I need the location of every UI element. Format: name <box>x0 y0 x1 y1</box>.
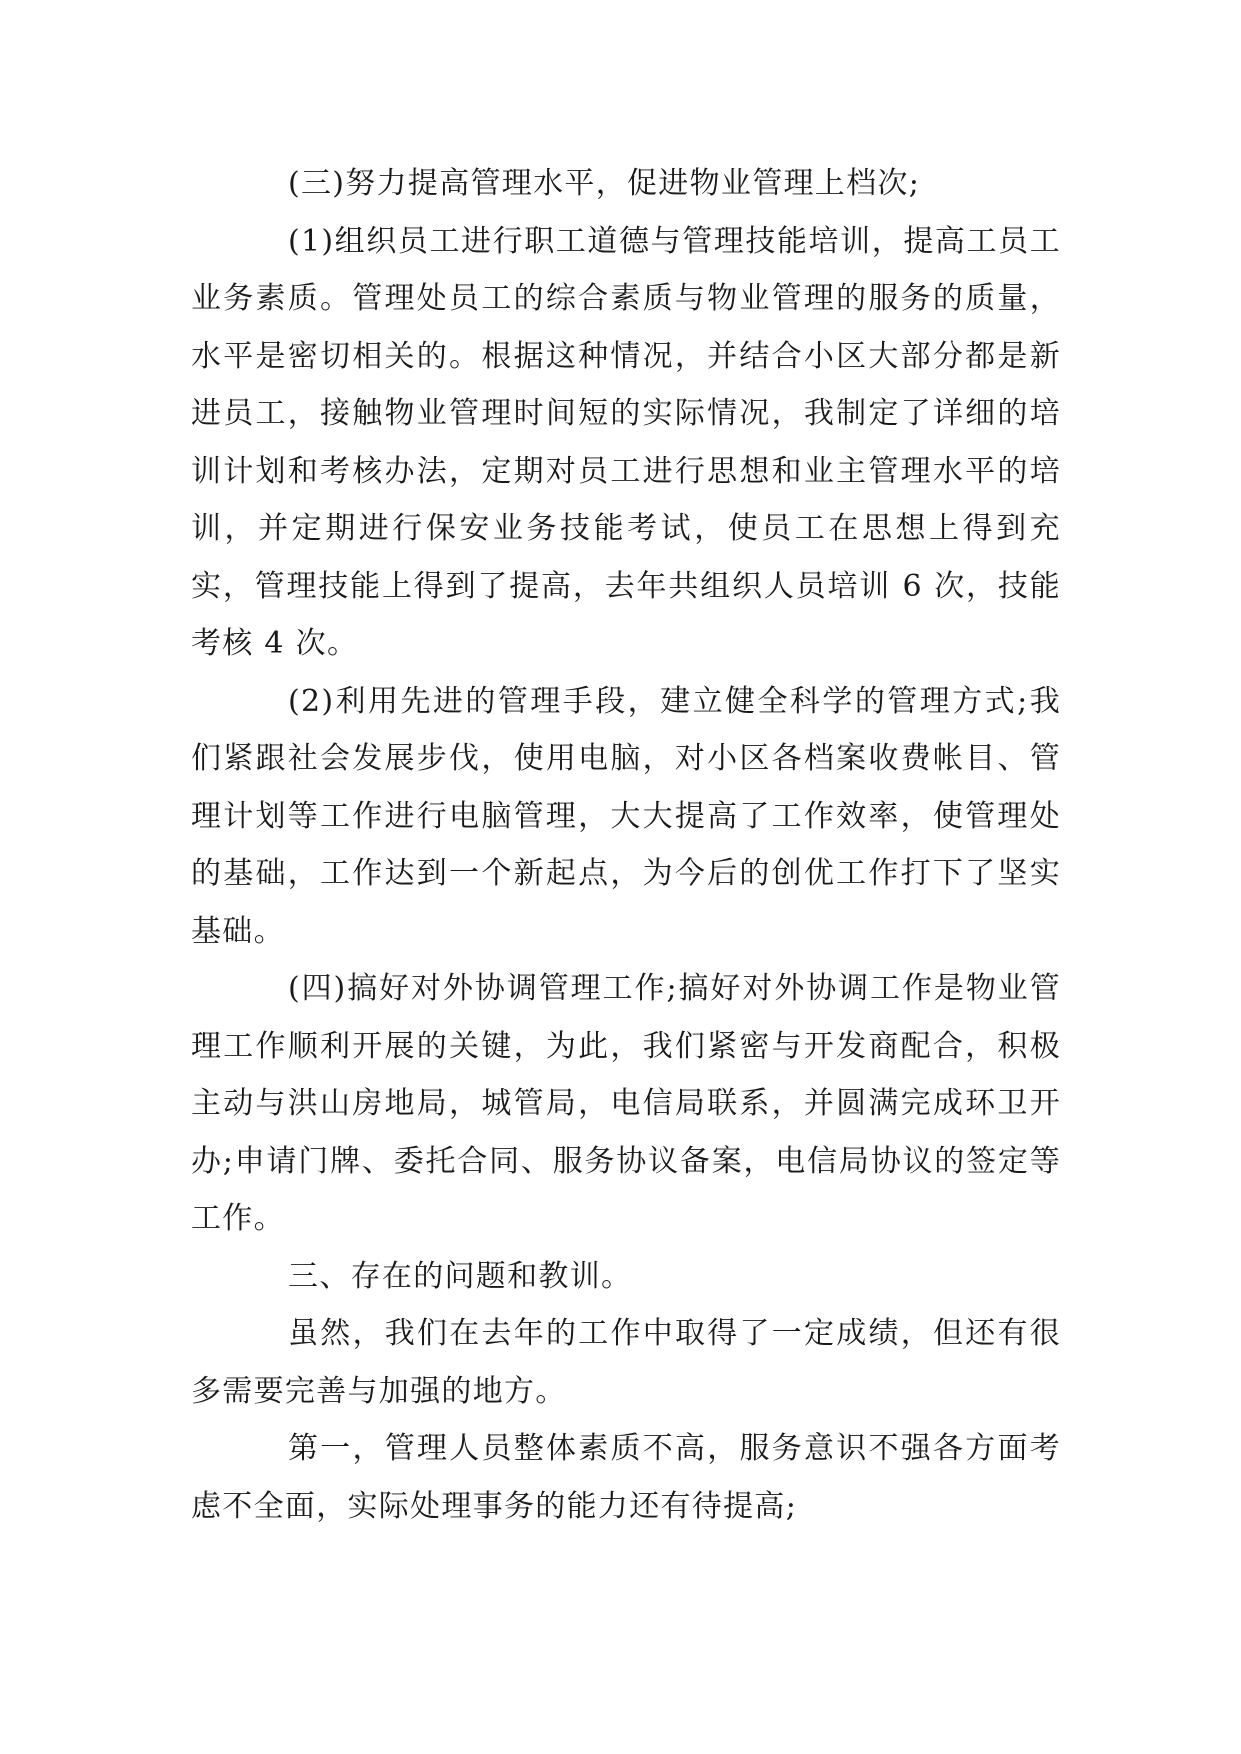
paragraph-computer-management: (2)利用先进的管理手段，建立健全科学的管理方式;我们紧跟社会发展步伐，使用电脑，对小区各档案收费帐目、管理计划等工作进行电脑管理，大大提高了工作效率，使管理处的基础，工作达到一个新起点，为今后的创优工作打下了坚实基础。 <box>191 683 1061 949</box>
paragraph-improvement-needed: 虽然，我们在去年的工作中取得了一定成绩，但还有很多需要完善与加强的地方。 <box>191 1316 1061 1409</box>
document-body <box>191 155 1061 1535</box>
paragraph-external-coordination: (四)搞好对外协调管理工作;搞好对外协调工作是物业管理工作顺利开展的关键，为此，我们紧密与开发商配合，积极主动与洪山房地局，城管局，电信局联系，并圆满完成环卫开办;申请门牌、委托合同、服务协议备案，电信局协议的签定等工作。 <box>191 971 1061 1236</box>
paragraph-problems-heading: 三、存在的问题和教训。 <box>288 1258 633 1294</box>
paragraph-first-problem: 第一，管理人员整体素质不高，服务意识不强各方面考虑不全面，实际处理事务的能力还有待提高; <box>191 1431 1061 1524</box>
paragraph-staff-training: (1)组织员工进行职工道德与管理技能培训，提高工员工业务素质。管理处员工的综合素质与物业管理的服务的质量，水平是密切相关的。根据这种情况，并结合小区大部分都是新进员工，接触物业管理时间短的实际情况，我制定了详细的培训计划和考核办法，定期对员工进行思想和业主管理水平的培训，并定期进行保安业务技能考试，使员工在思想上得到充实，管理技能上得到了提高，去年共组织人员培训 6 次，技能考核 4 次。 <box>191 223 1061 661</box>
paragraph-section-3-heading: (三)努力提高管理水平，促进物业管理上档次; <box>288 166 921 201</box>
